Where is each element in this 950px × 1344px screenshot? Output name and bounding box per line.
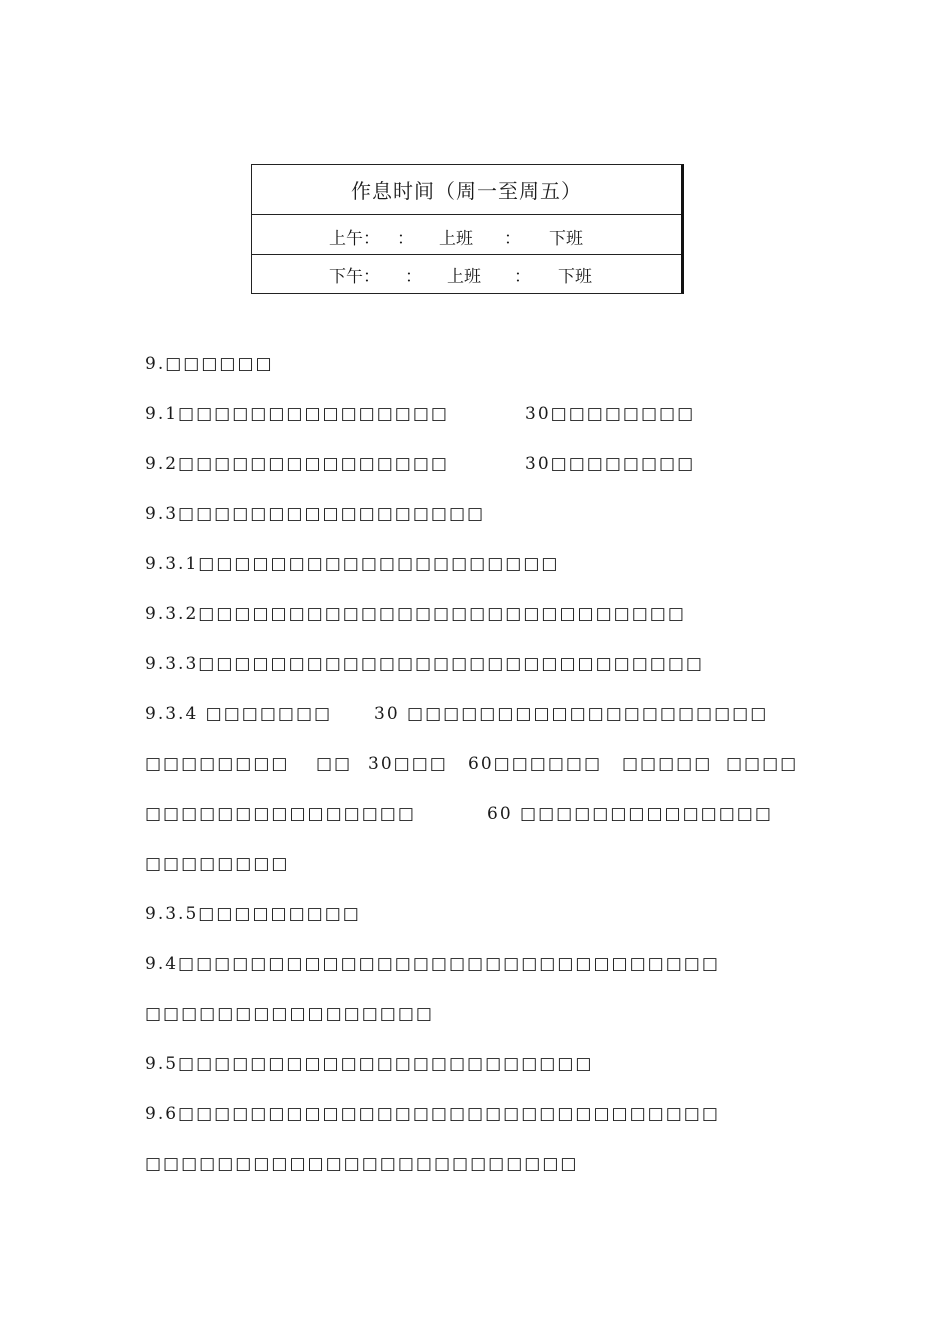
am-colon-2: ： — [504, 229, 521, 249]
text-fragment: 60□□□□□□ — [468, 754, 603, 774]
text-fragment: 30 □□□□□□□□□□□□□□□□□□□□ — [374, 704, 769, 724]
text-line: 9.3.3□□□□□□□□□□□□□□□□□□□□□□□□□□□□ — [145, 654, 704, 674]
text-line: 9.3.1□□□□□□□□□□□□□□□□□□□□ — [145, 554, 560, 574]
text-fragment: 30□□□ — [368, 754, 448, 774]
text-fragment: 30□□□□□□□□ — [525, 454, 696, 474]
text-fragment: □□□□□ — [622, 754, 713, 774]
pm-colon-1: ： — [405, 267, 422, 287]
text-line: 9.3.5□□□□□□□□□ — [145, 904, 361, 924]
text-line: □□□□□□□□ — [145, 754, 290, 774]
text-line: 9.6□□□□□□□□□□□□□□□□□□□□□□□□□□□□□□ — [145, 1104, 720, 1124]
schedule-row-am — [252, 215, 681, 255]
text-fragment: 30□□□□□□□□ — [525, 404, 696, 424]
schedule-title-row — [252, 165, 681, 215]
pm-colon-2: ： — [514, 267, 531, 287]
text-line: 9.2□□□□□□□□□□□□□□□ — [145, 454, 449, 474]
text-line: 9.□□□□□□ — [145, 354, 274, 374]
text-fragment: □□ — [316, 754, 353, 774]
schedule-table — [251, 164, 684, 294]
am-label: 上午： — [329, 229, 380, 249]
pm-label: 下午： — [329, 267, 380, 287]
text-fragment: 60 □□□□□□□□□□□□□□ — [487, 804, 773, 824]
text-line: 9.3.4 □□□□□□□ — [145, 704, 333, 724]
pm-start: 上班 — [447, 267, 481, 287]
pm-end: 下班 — [558, 267, 592, 287]
am-colon-1: ： — [397, 229, 414, 249]
text-line: 9.4□□□□□□□□□□□□□□□□□□□□□□□□□□□□□□ — [145, 954, 720, 974]
text-line: □□□□□□□□□□□□□□□ — [145, 804, 416, 824]
schedule-title: 作息时间（周一至周五） — [351, 179, 582, 203]
text-line: 9.3□□□□□□□□□□□□□□□□□ — [145, 504, 486, 524]
text-line: □□□□□□□□□□□□□□□□ — [145, 1004, 434, 1024]
text-line: 9.5□□□□□□□□□□□□□□□□□□□□□□□ — [145, 1054, 594, 1074]
text-line: 9.3.2□□□□□□□□□□□□□□□□□□□□□□□□□□□ — [145, 604, 686, 624]
am-start: 上班 — [439, 229, 473, 249]
text-line: □□□□□□□□□□□□□□□□□□□□□□□□ — [145, 1154, 579, 1174]
text-line: □□□□□□□□ — [145, 854, 290, 874]
text-fragment: □□□□ — [726, 754, 799, 774]
am-end: 下班 — [549, 229, 583, 249]
schedule-row-pm — [252, 255, 681, 293]
text-line: 9.1□□□□□□□□□□□□□□□ — [145, 404, 449, 424]
